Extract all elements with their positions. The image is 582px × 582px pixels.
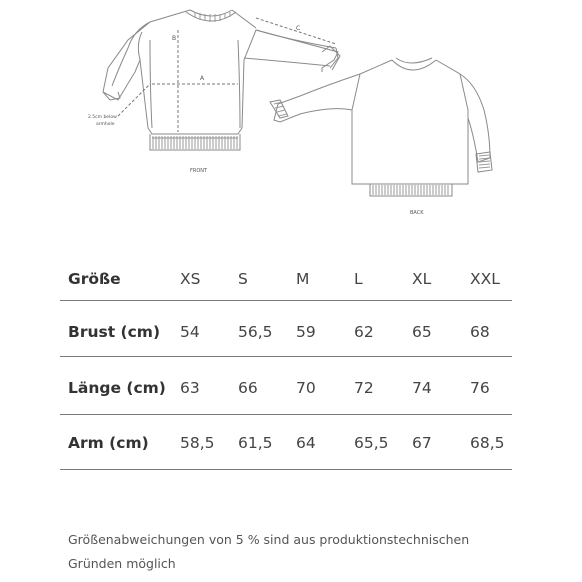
- size-header-row: [60, 257, 512, 301]
- sweatshirt-technical-drawing: [0, 0, 582, 230]
- size-header-xl: XL: [412, 257, 470, 301]
- size-header-label: Größe: [60, 257, 180, 301]
- row-label-brust: Brust (cm): [60, 301, 180, 357]
- table-cell: 65: [412, 301, 470, 357]
- back-cuff-rib: [274, 102, 490, 168]
- table-cell: 61,5: [238, 415, 296, 470]
- table-cell: 62: [354, 301, 412, 357]
- table-cell: 64: [296, 415, 354, 470]
- measure-label-a: A: [200, 75, 205, 82]
- table-cell: 74: [412, 357, 470, 415]
- table-cell: 76: [470, 357, 512, 415]
- sweatshirt-diagram: [0, 0, 582, 230]
- size-chart-table: [60, 257, 512, 470]
- table-row-laenge: [60, 357, 512, 415]
- table-cell: 59: [296, 301, 354, 357]
- table-cell: 65,5: [354, 415, 412, 470]
- table-cell: 68: [470, 301, 512, 357]
- table-row-arm: [60, 415, 512, 470]
- table-cell: 66: [238, 357, 296, 415]
- table-cell: 68,5: [470, 415, 512, 470]
- back-hem-rib: [373, 185, 448, 195]
- armhole-note-line1: 2.5cm below: [88, 115, 117, 120]
- measure-label-c: C: [296, 25, 301, 32]
- front-caption: FRONT: [190, 168, 208, 174]
- size-header-xs: XS: [180, 257, 238, 301]
- back-sweatshirt-drawing: [270, 58, 492, 196]
- table-cell: 58,5: [180, 415, 238, 470]
- size-header-s: S: [238, 257, 296, 301]
- table-cell: 70: [296, 357, 354, 415]
- armhole-note-line2: armhole: [96, 122, 115, 127]
- row-label-arm: Arm (cm): [60, 415, 180, 470]
- front-sweatshirt-drawing: [103, 10, 340, 150]
- table-cell: 56,5: [238, 301, 296, 357]
- table-row-brust: [60, 301, 512, 357]
- table-cell: 72: [354, 357, 412, 415]
- size-header-l: L: [354, 257, 412, 301]
- size-deviation-note: Größenabweichungen von 5 % sind aus produktionstechnischen Gründen möglich: [68, 532, 470, 571]
- size-header-xxl: XXL: [470, 257, 512, 301]
- size-header-m: M: [296, 257, 354, 301]
- measure-label-b: B: [172, 35, 177, 42]
- table-cell: 67: [412, 415, 470, 470]
- row-label-laenge: Länge (cm): [60, 357, 180, 415]
- table-cell: 54: [180, 301, 238, 357]
- back-caption: BACK: [410, 210, 424, 216]
- table-cell: 63: [180, 357, 238, 415]
